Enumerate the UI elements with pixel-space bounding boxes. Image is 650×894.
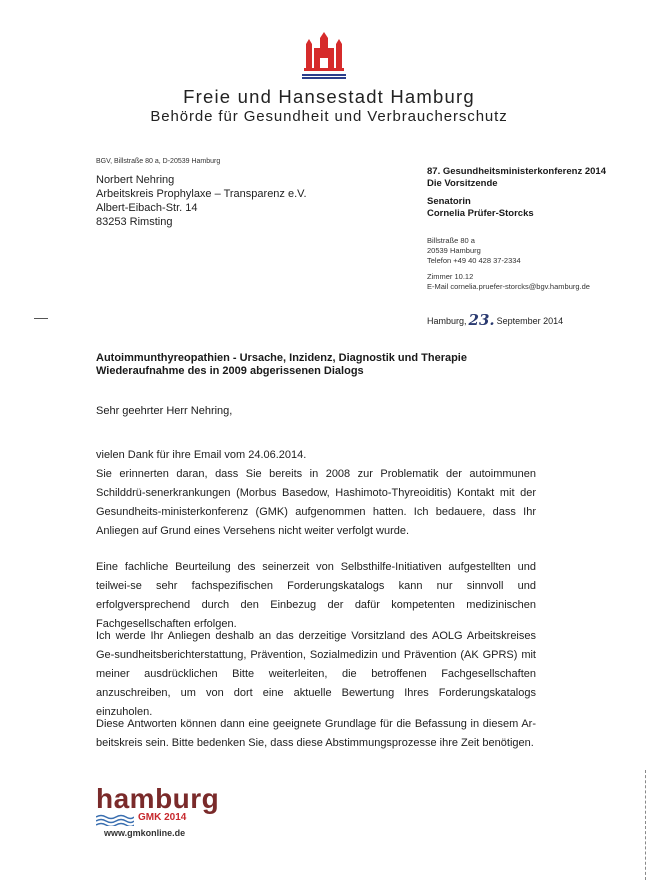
gmk-footer-logo bbox=[96, 783, 220, 838]
letter-date bbox=[427, 310, 563, 328]
conference-role: Die Vorsitzende bbox=[427, 178, 498, 189]
recipient-line: Arbeitskreis Prophylaxe – Transparenz e.V. bbox=[96, 188, 307, 200]
paragraph-text: Diese Antworten können dann eine geeignete Grundlage für die Befassung in diesem Ar-beitskreis sein. Bitte bedenken Sie, dass diese Abstimmungsprozesse ihre Zeit benötigen. bbox=[96, 718, 536, 749]
signatory-name: Cornelia Prüfer-Storcks bbox=[427, 208, 534, 219]
body-paragraph-1 bbox=[96, 446, 536, 541]
recipient-line: 83253 Rimsting bbox=[96, 216, 173, 228]
sender-return-address: BGV, Billstraße 80 a, D-20539 Hamburg bbox=[96, 158, 221, 165]
hamburg-crest-logo bbox=[296, 30, 352, 80]
conference-title bbox=[427, 166, 606, 190]
body-paragraph-2 bbox=[96, 558, 536, 634]
website-url: www.gmkonline.de bbox=[104, 828, 186, 838]
body-paragraph-3 bbox=[96, 627, 536, 722]
letterhead-subtitle: Behörde für Gesundheit und Verbraucherschutz bbox=[150, 108, 508, 125]
conference-name: 87. Gesundheitsministerkonferenz 2014 bbox=[427, 166, 606, 177]
date-day-handwritten: 23. bbox=[468, 311, 495, 329]
subject-line bbox=[96, 352, 536, 378]
office-room: Zimmer 10.12 bbox=[427, 272, 474, 281]
fold-mark bbox=[34, 318, 48, 319]
office-email: E-Mail cornelia.pruefer-storcks@bgv.hamburg.de bbox=[427, 281, 590, 291]
office-address bbox=[427, 236, 521, 265]
recipient-line: Albert-Eibach-Str. 14 bbox=[96, 202, 198, 214]
paragraph-text: Ich werde Ihr Anliegen deshalb an das derzeitige Vorsitzland des AOLG Arbeitskreises Ge-sundheitsberichterstattung, Prävention, Sozialmedizin und Prävention (AK GPRS) mit meiner ausdrücklichen Bitte weiterleiten, die betroffenen Fachgesellschaften anzuschreiben, um von dort eine aktuelle Bewertung Ihres Forderungskatalogs einzuholen. bbox=[96, 630, 536, 718]
office-phone: Telefon +49 40 428 37-2334 bbox=[427, 255, 521, 265]
paragraph-text: vielen Dank für ihre Email vom 24.06.2014. Sie erinnerten daran, dass Sie bereits in 2008 zur Problematik der autoimmunen Schilddrü-senerkrankungen (Morbus Basedow, Hashimoto-Thyreoiditis) Kontakt mit der Gesundheits-ministerkonferenz (GMK) aufgenommen hatten. Ich bedauere, dass Ihr Anliegen auf Grund eines Versehens nicht weiter verfolgt wurde. bbox=[96, 449, 536, 537]
logo-wordmark: hamburg bbox=[96, 783, 220, 814]
signatory-title: Senatorin bbox=[427, 196, 471, 207]
subject-line-2: Wiederaufnahme des in 2009 abgerissenen Dialogs bbox=[96, 365, 364, 377]
subject-line-1: Autoimmunthyreopathien - Ursache, Inzidenz, Diagnostik und Therapie bbox=[96, 352, 467, 364]
waves-icon bbox=[96, 814, 134, 826]
body-paragraph-4 bbox=[96, 715, 536, 753]
logo-subtitle: GMK 2014 bbox=[138, 812, 187, 823]
office-contact bbox=[427, 272, 590, 292]
signatory-block bbox=[427, 196, 534, 220]
recipient-address bbox=[96, 173, 307, 229]
salutation: Sehr geehrter Herr Nehring, bbox=[96, 405, 233, 417]
paragraph-text: Eine fachliche Beurteilung des seinerzeit von Selbsthilfe-Initiativen aufgestellten und teilwei-se sehr fachspezifischen Forderungskatalogs kann nur sinnvoll und erfolgversprechend durch den Einbezug der dafür kompetenten medizinischen Fachgesellschaften erfolgen. bbox=[96, 561, 536, 630]
office-city: 20539 Hamburg bbox=[427, 245, 481, 255]
office-street: Billstraße 80 a bbox=[427, 236, 475, 245]
date-place: Hamburg, bbox=[427, 316, 467, 326]
date-month-year: September 2014 bbox=[496, 316, 564, 326]
recipient-line: Norbert Nehring bbox=[96, 174, 175, 186]
letterhead-title: Freie und Hansestadt Hamburg bbox=[183, 86, 475, 107]
scan-edge-line bbox=[644, 770, 646, 880]
